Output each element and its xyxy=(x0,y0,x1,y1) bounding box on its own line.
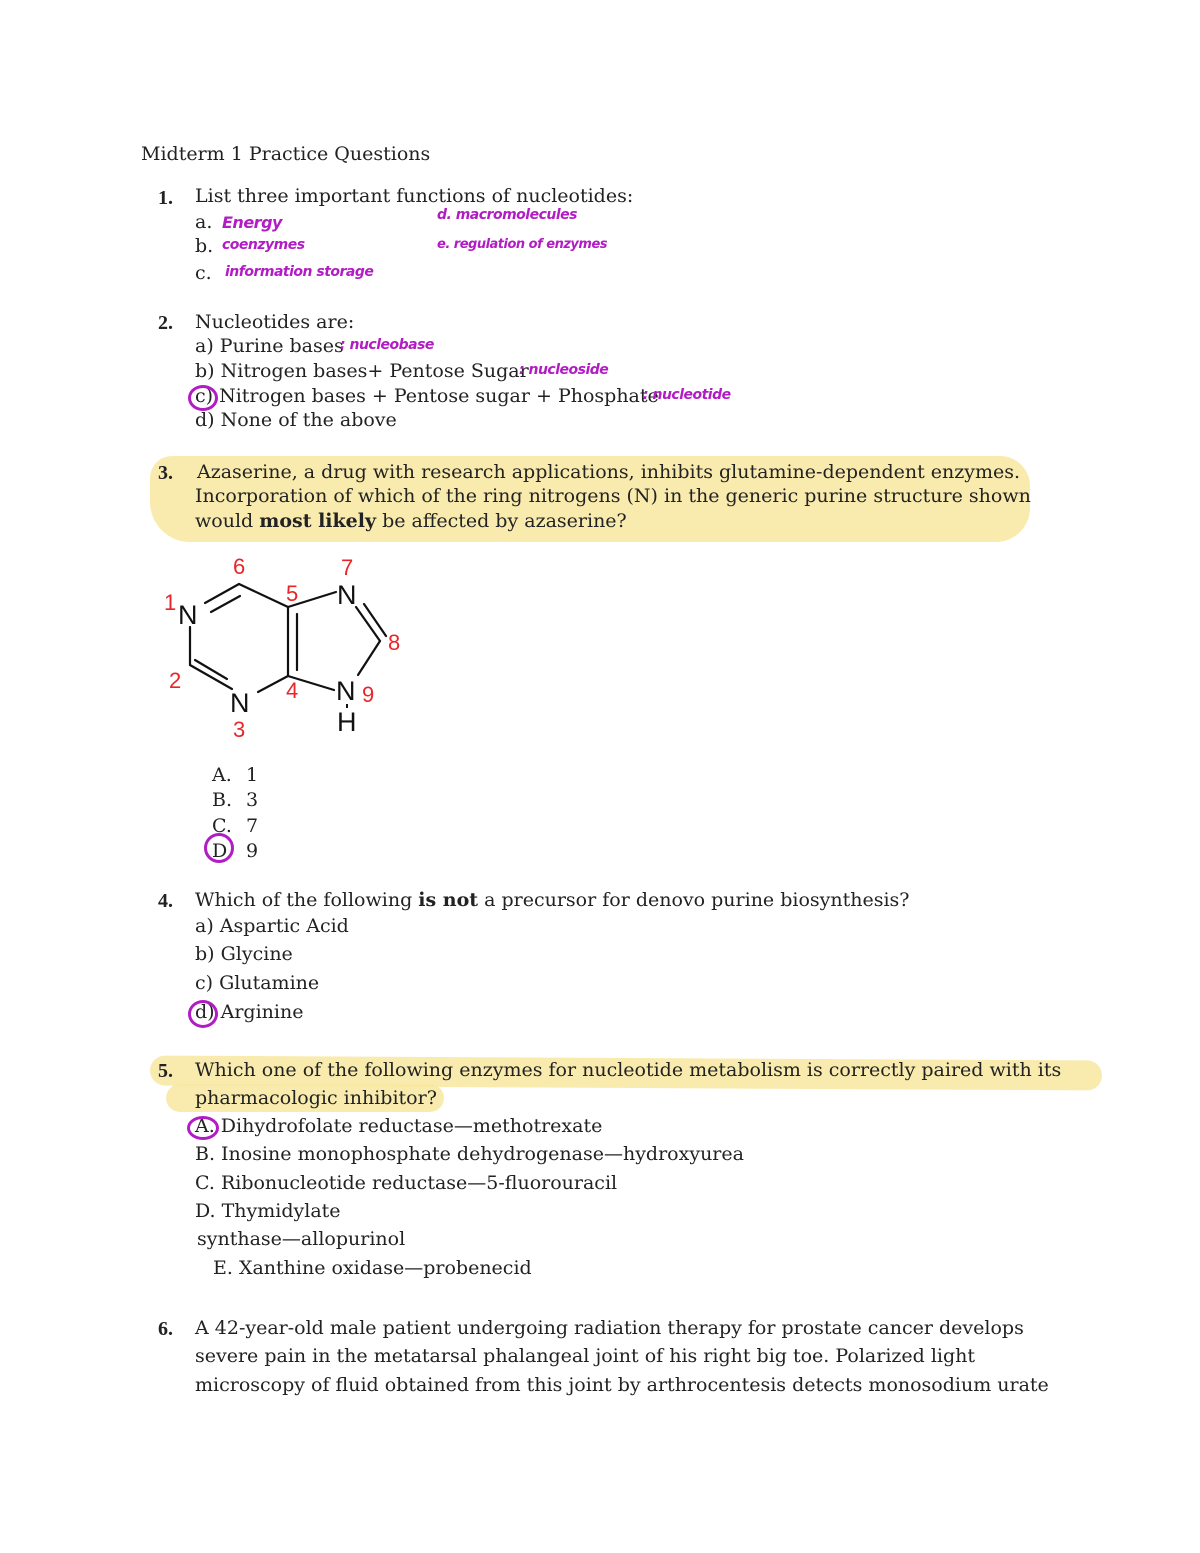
label-5: 5 xyxy=(286,581,299,606)
q4-text: Which of the following is not a precursor for denovo purine biosynthesis? xyxy=(195,889,910,911)
atom-n7: N xyxy=(337,580,357,610)
q2-option-a: a) Purine bases xyxy=(195,335,344,357)
q1-handwritten-e: e. regulation of enzymes xyxy=(437,237,608,252)
q3-option-d: D. 9 xyxy=(212,840,259,862)
q4-number: 4. xyxy=(158,890,173,912)
bond-n7-c8-double xyxy=(364,604,386,636)
q3-number: 3. xyxy=(158,462,173,484)
label-3: 3 xyxy=(233,717,246,742)
atom-h: H xyxy=(337,707,357,737)
q5-option-d: D. Thymidylate xyxy=(195,1200,341,1222)
q1-text: List three important functions of nucleotides: xyxy=(195,185,634,207)
atom-n1: N xyxy=(178,600,198,630)
q4-option-d: d) Arginine xyxy=(195,1001,304,1023)
q6-number: 6. xyxy=(158,1318,173,1340)
bond-c6-c5 xyxy=(239,584,288,607)
q5-number: 5. xyxy=(158,1060,173,1082)
q3-line-2: Incorporation of which of the ring nitrogens (N) in the generic purine structure shown xyxy=(195,485,1031,507)
q6-line-1: A 42-year-old male patient undergoing radiation therapy for prostate cancer develops xyxy=(195,1317,1024,1339)
q5-line-2: pharmacologic inhibitor? xyxy=(195,1087,437,1109)
q5-option-a: A. Dihydrofolate reductase—methotrexate xyxy=(195,1115,603,1137)
q3-line-3: would most likely be affected by azaserine? xyxy=(195,510,627,532)
label-4: 4 xyxy=(286,678,299,703)
q1-handwritten-c: information storage xyxy=(225,264,374,280)
q2-handwritten-a: : nucleobase xyxy=(340,337,434,353)
label-1: 1 xyxy=(164,590,177,615)
page-title: Midterm 1 Practice Questions xyxy=(141,143,431,165)
q1-option-b: b. xyxy=(195,235,214,257)
q6-line-2: severe pain in the metatarsal phalangeal joint of his right big toe. Polarized light xyxy=(195,1345,976,1367)
q3-line-1: Azaserine, a drug with research applications, inhibits glutamine-dependent enzymes. xyxy=(197,461,1021,483)
q2-number: 2. xyxy=(158,312,173,334)
label-7: 7 xyxy=(341,555,354,580)
q2-option-c: c) Nitrogen bases + Pentose sugar + Phosphate xyxy=(195,385,659,407)
q5-answer-circle xyxy=(187,1116,219,1140)
q4-option-b: b) Glycine xyxy=(195,943,293,965)
q2-option-d: d) None of the above xyxy=(195,409,397,431)
q6-line-3: microscopy of fluid obtained from this joint by arthrocentesis detects monosodium urate xyxy=(195,1374,1049,1396)
bond-c8-n9 xyxy=(358,641,380,675)
q2-answer-circle xyxy=(188,385,218,411)
atom-n3: N xyxy=(230,688,250,718)
q1-handwritten-d: d. macromolecules xyxy=(437,207,577,223)
q5-option-c: C. Ribonucleotide reductase—5-fluorouracil xyxy=(195,1172,618,1194)
q4-option-a: a) Aspartic Acid xyxy=(195,915,349,937)
atom-n9: N xyxy=(336,676,356,706)
q3-option-a: A. 1 xyxy=(212,764,259,786)
q4-answer-circle xyxy=(188,1000,218,1028)
q1-option-a: a. xyxy=(195,211,213,233)
label-6: 6 xyxy=(233,554,246,579)
bond-n7-c8 xyxy=(356,607,380,641)
q3-option-c: C. 7 xyxy=(212,815,259,837)
q1-handwritten-a: Energy xyxy=(222,213,282,232)
q5-line-1: Which one of the following enzymes for nucleotide metabolism is correctly paired with its xyxy=(195,1059,1062,1081)
purine-structure xyxy=(150,548,420,748)
q1-handwritten-b: coenzymes xyxy=(222,237,305,253)
bond-c4-n3 xyxy=(258,676,288,692)
q2-handwritten-b: : nucleoside xyxy=(519,362,609,378)
q5-option-d-cont: synthase—allopurinol xyxy=(197,1228,406,1250)
q5-option-b: B. Inosine monophosphate dehydrogenase—hydroxyurea xyxy=(195,1143,744,1165)
q3-option-b: B. 3 xyxy=(212,789,259,811)
q1-number: 1. xyxy=(158,187,173,209)
q2-text: Nucleotides are: xyxy=(195,311,355,333)
q4-option-c: c) Glutamine xyxy=(195,972,320,994)
q1-option-c: c. xyxy=(195,262,212,284)
label-9: 9 xyxy=(362,682,375,707)
label-8: 8 xyxy=(388,630,401,655)
q2-option-b: b) Nitrogen bases+ Pentose Sugar xyxy=(195,360,529,382)
label-2: 2 xyxy=(169,668,182,693)
q5-option-e: E. Xanthine oxidase—probenecid xyxy=(213,1257,532,1279)
q2-handwritten-c: : nucleotide xyxy=(643,387,731,403)
